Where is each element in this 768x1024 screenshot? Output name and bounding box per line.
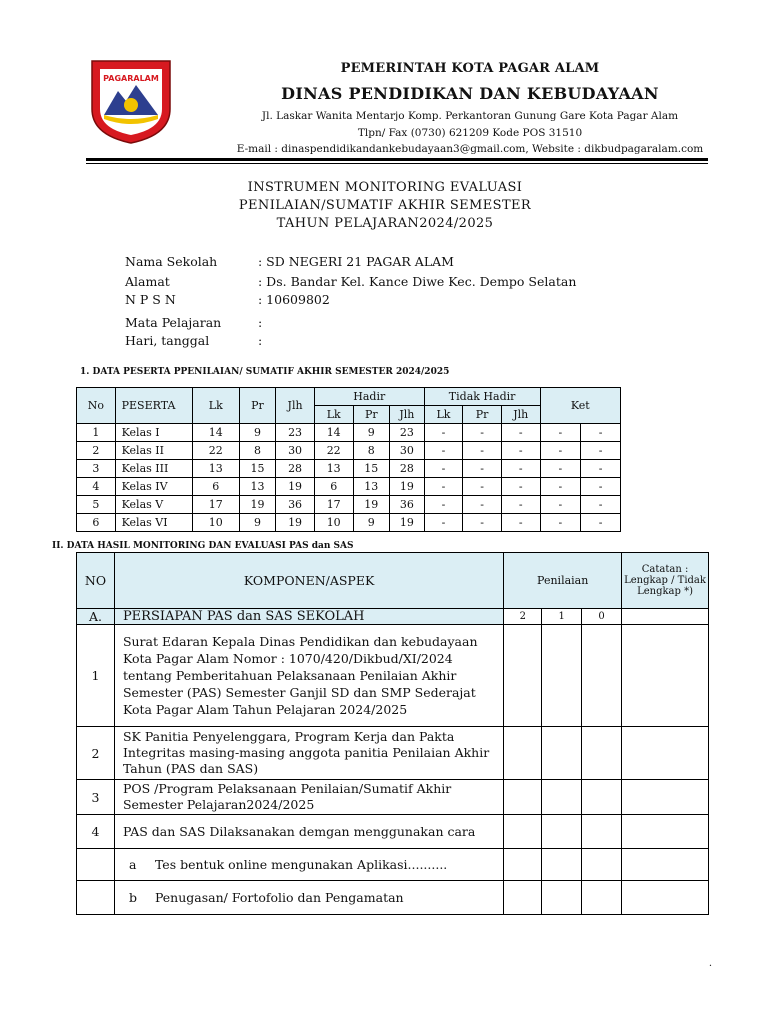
section-1-heading: 1. DATA PESERTA PPENILAIAN/ SUMATIF AKHIR SEMESTER 2024/2025 — [80, 367, 450, 377]
doc-title-line-1: INSTRUMEN MONITORING EVALUASI — [247, 180, 523, 195]
info-value: : SD NEGERI 21 PAGAR ALAM — [258, 254, 454, 269]
footer-mark: . — [708, 958, 712, 969]
cell-pr: 13 — [239, 478, 276, 496]
cell-h-lk: 6 — [314, 478, 353, 496]
cell-h-pr: 8 — [353, 442, 390, 460]
cell-lk: 22 — [192, 442, 239, 460]
cell-kelas: Kelas V — [115, 496, 192, 514]
table-row — [77, 424, 621, 442]
score-cell[interactable] — [582, 849, 622, 881]
cell-jlh: 23 — [276, 424, 315, 442]
item-no: 1 — [77, 625, 115, 727]
item-text: PAS dan SAS Dilaksanakan demgan menggunakan cara — [114, 815, 503, 849]
table-row — [77, 514, 621, 532]
catatan-cell[interactable] — [622, 625, 709, 727]
cell-lk: 10 — [192, 514, 239, 532]
item-no: 4 — [77, 815, 115, 849]
cell-t-jlh: - — [501, 460, 540, 478]
cell-t-pr: - — [463, 460, 502, 478]
info-label: Alamat — [125, 274, 170, 289]
col-header-absent-pr: Pr — [463, 406, 502, 424]
cell-no: 1 — [77, 424, 116, 442]
cell-t-jlh: - — [501, 424, 540, 442]
col-header-komponen: KOMPONEN/ASPEK — [114, 553, 503, 609]
score-cell[interactable] — [582, 780, 622, 815]
cell-t-lk: - — [424, 496, 463, 514]
subitem-letter: b — [128, 890, 137, 905]
col-header-absent-jlh: Jlh — [501, 406, 540, 424]
participant-table — [76, 387, 621, 532]
cell-jlh: 30 — [276, 442, 315, 460]
empty-no-cell — [77, 849, 115, 881]
info-label: Nama Sekolah — [125, 254, 218, 269]
cell-h-jlh: 23 — [390, 424, 425, 442]
group-a-no: A. — [77, 609, 115, 625]
cell-h-pr: 19 — [353, 496, 390, 514]
catatan-cell[interactable] — [622, 727, 709, 780]
col-header-pr: Pr — [239, 388, 276, 424]
cell-lk: 13 — [192, 460, 239, 478]
info-label: N P S N — [125, 292, 176, 307]
info-value: : — [258, 315, 263, 330]
cell-t-pr: - — [463, 424, 502, 442]
item-text: POS /Program Pelaksanaan Penilaian/Sumatif Akhir Semester Pelajaran2024/2025 — [114, 780, 503, 815]
cell-k2: - — [581, 442, 621, 460]
score-cell[interactable] — [504, 881, 542, 915]
catatan-cell[interactable] — [622, 609, 709, 625]
cell-t-pr: - — [463, 478, 502, 496]
cell-h-jlh: 30 — [390, 442, 425, 460]
cell-h-lk: 14 — [314, 424, 353, 442]
contact-line: E-mail : dinaspendidikandankebudayaan3@gmail.com, Website : dikbudpagaralam.com — [236, 143, 704, 155]
cell-k2: - — [581, 424, 621, 442]
catatan-cell[interactable] — [622, 815, 709, 849]
subitem-text: Penugasan/ Fortofolio dan Pengamatan — [154, 890, 404, 905]
subitem — [114, 849, 503, 881]
col-header-jlh: Jlh — [276, 388, 315, 424]
cell-k2: - — [581, 496, 621, 514]
score-cell[interactable] — [504, 780, 542, 815]
cell-t-pr: - — [463, 496, 502, 514]
cell-h-jlh: 28 — [390, 460, 425, 478]
cell-t-lk: - — [424, 442, 463, 460]
score-0: 0 — [582, 609, 622, 625]
col-header-tidak-hadir: Tidak Hadir — [424, 388, 540, 406]
cell-t-lk: - — [424, 514, 463, 532]
cell-h-pr: 9 — [353, 514, 390, 532]
cell-h-jlh: 19 — [390, 478, 425, 496]
col-header-peserta: PESERTA — [115, 388, 192, 424]
score-cell[interactable] — [542, 780, 582, 815]
cell-h-lk: 22 — [314, 442, 353, 460]
col-header-lk: Lk — [192, 388, 239, 424]
address-line: Jl. Laskar Wanita Mentarjo Komp. Perkantoran Gunung Gare Kota Pagar Alam — [261, 110, 679, 122]
cell-jlh: 19 — [276, 478, 315, 496]
col-header-absent-lk: Lk — [424, 406, 463, 424]
cell-no: 2 — [77, 442, 116, 460]
cell-h-lk: 10 — [314, 514, 353, 532]
cell-k2: - — [581, 460, 621, 478]
cell-no: 6 — [77, 514, 116, 532]
score-cell[interactable] — [504, 815, 542, 849]
score-cell[interactable] — [542, 815, 582, 849]
phone-line: Tlpn/ Fax (0730) 621209 Kode POS 31510 — [357, 127, 583, 139]
gov-name: PEMERINTAH KOTA PAGAR ALAM — [340, 61, 600, 76]
cell-t-lk: - — [424, 460, 463, 478]
cell-k2: - — [581, 478, 621, 496]
cell-k1: - — [540, 478, 581, 496]
score-cell[interactable] — [504, 849, 542, 881]
item-text: SK Panitia Penyelenggara, Program Kerja dan Pakta Integritas masing-masing anggota panitia Penilaian Akhir Tahun (PAS dan SAS) — [114, 727, 503, 780]
score-cell[interactable] — [582, 625, 622, 727]
cell-t-lk: - — [424, 424, 463, 442]
col-header-ket: Ket — [540, 388, 620, 424]
item-no: 3 — [77, 780, 115, 815]
cell-t-jlh: - — [501, 496, 540, 514]
cell-kelas: Kelas II — [115, 442, 192, 460]
item-text: Surat Edaran Kepala Dinas Pendidikan dan kebudayaan Kota Pagar Alam Nomor : 1070/420/Dikbud/XI/2024 tentang Pemberitahuan Pelaksanaan Penilaian Akhir Semester (PAS) Semester Ganjil SD dan SMP Sederajat Kota Pagar Alam Tahun Pelajaran 2024/2025 — [114, 625, 503, 727]
cell-h-pr: 9 — [353, 424, 390, 442]
score-cell[interactable] — [542, 881, 582, 915]
cell-pr: 15 — [239, 460, 276, 478]
subitem — [114, 881, 503, 915]
score-cell[interactable] — [542, 625, 582, 727]
info-value: : Ds. Bandar Kel. Kance Diwe Kec. Dempo Selatan — [258, 274, 577, 289]
cell-k2: - — [581, 514, 621, 532]
doc-title-line-2: PENILAIAN/SUMATIF AKHIR SEMESTER — [238, 198, 532, 213]
cell-t-jlh: - — [501, 442, 540, 460]
cell-jlh: 36 — [276, 496, 315, 514]
col-header-penilaian: Penilaian — [504, 553, 622, 609]
cell-h-pr: 15 — [353, 460, 390, 478]
cell-h-jlh: 19 — [390, 514, 425, 532]
score-cell[interactable] — [582, 815, 622, 849]
info-label: Mata Pelajaran — [125, 315, 222, 330]
cell-k1: - — [540, 460, 581, 478]
cell-lk: 17 — [192, 496, 239, 514]
cell-k1: - — [540, 496, 581, 514]
cell-k1: - — [540, 442, 581, 460]
cell-t-pr: - — [463, 514, 502, 532]
cell-h-lk: 17 — [314, 496, 353, 514]
col-header-hadir-pr: Pr — [353, 406, 390, 424]
score-1: 1 — [542, 609, 582, 625]
cell-k1: - — [540, 514, 581, 532]
catatan-cell[interactable] — [622, 780, 709, 815]
letterhead-rule-thick — [86, 158, 708, 161]
cell-k1: - — [540, 424, 581, 442]
section-2-heading: II. DATA HASIL MONITORING DAN EVALUASI PAS dan SAS — [52, 541, 354, 551]
score-2: 2 — [504, 609, 542, 625]
cell-pr: 9 — [239, 514, 276, 532]
cell-pr: 8 — [239, 442, 276, 460]
score-cell[interactable] — [504, 727, 542, 780]
cell-kelas: Kelas III — [115, 460, 192, 478]
col-header-hadir-jlh: Jlh — [390, 406, 425, 424]
catatan-cell[interactable] — [622, 849, 709, 881]
cell-kelas: Kelas I — [115, 424, 192, 442]
empty-no-cell — [77, 881, 115, 915]
score-cell[interactable] — [542, 849, 582, 881]
table-row — [77, 496, 621, 514]
svg-text:PAGARALAM: PAGARALAM — [103, 74, 159, 83]
col-header-catatan: Catatan : Lengkap / Tidak Lengkap *) — [622, 553, 709, 609]
cell-t-pr: - — [463, 442, 502, 460]
cell-t-jlh: - — [501, 514, 540, 532]
cell-h-jlh: 36 — [390, 496, 425, 514]
cell-lk: 6 — [192, 478, 239, 496]
table-row — [77, 460, 621, 478]
col-header-hadir-lk: Lk — [314, 406, 353, 424]
letterhead-rule-thin — [86, 163, 708, 164]
score-cell[interactable] — [542, 727, 582, 780]
cell-no: 4 — [77, 478, 116, 496]
item-no: 2 — [77, 727, 115, 780]
score-cell[interactable] — [582, 881, 622, 915]
table-row — [77, 478, 621, 496]
score-cell[interactable] — [582, 727, 622, 780]
cell-jlh: 19 — [276, 514, 315, 532]
group-a-label: PERSIAPAN PAS dan SAS SEKOLAH — [114, 609, 503, 625]
cell-h-lk: 13 — [314, 460, 353, 478]
city-logo — [88, 57, 174, 145]
info-label: Hari, tanggal — [125, 333, 210, 348]
cell-kelas: Kelas VI — [115, 514, 192, 532]
cell-h-pr: 13 — [353, 478, 390, 496]
cell-t-lk: - — [424, 478, 463, 496]
info-value: : — [258, 333, 263, 348]
cell-pr: 9 — [239, 424, 276, 442]
col-header-no: No — [77, 388, 116, 424]
monitoring-table — [76, 552, 709, 915]
col-header-hadir: Hadir — [314, 388, 424, 406]
col-header-no: NO — [77, 553, 115, 609]
dept-name: DINAS PENDIDIKAN DAN KEBUDAYAAN — [281, 84, 659, 103]
cell-no: 3 — [77, 460, 116, 478]
doc-title-line-3: TAHUN PELAJARAN2024/2025 — [276, 216, 494, 231]
subitem-text: Tes bentuk online mengunakan Aplikasi.......... — [154, 857, 448, 872]
cell-pr: 19 — [239, 496, 276, 514]
info-value: : 10609802 — [258, 292, 330, 307]
cell-kelas: Kelas IV — [115, 478, 192, 496]
subitem-letter: a — [128, 857, 137, 872]
score-cell[interactable] — [504, 625, 542, 727]
cell-no: 5 — [77, 496, 116, 514]
table-row — [77, 442, 621, 460]
catatan-cell[interactable] — [622, 881, 709, 915]
cell-lk: 14 — [192, 424, 239, 442]
cell-t-jlh: - — [501, 478, 540, 496]
cell-jlh: 28 — [276, 460, 315, 478]
